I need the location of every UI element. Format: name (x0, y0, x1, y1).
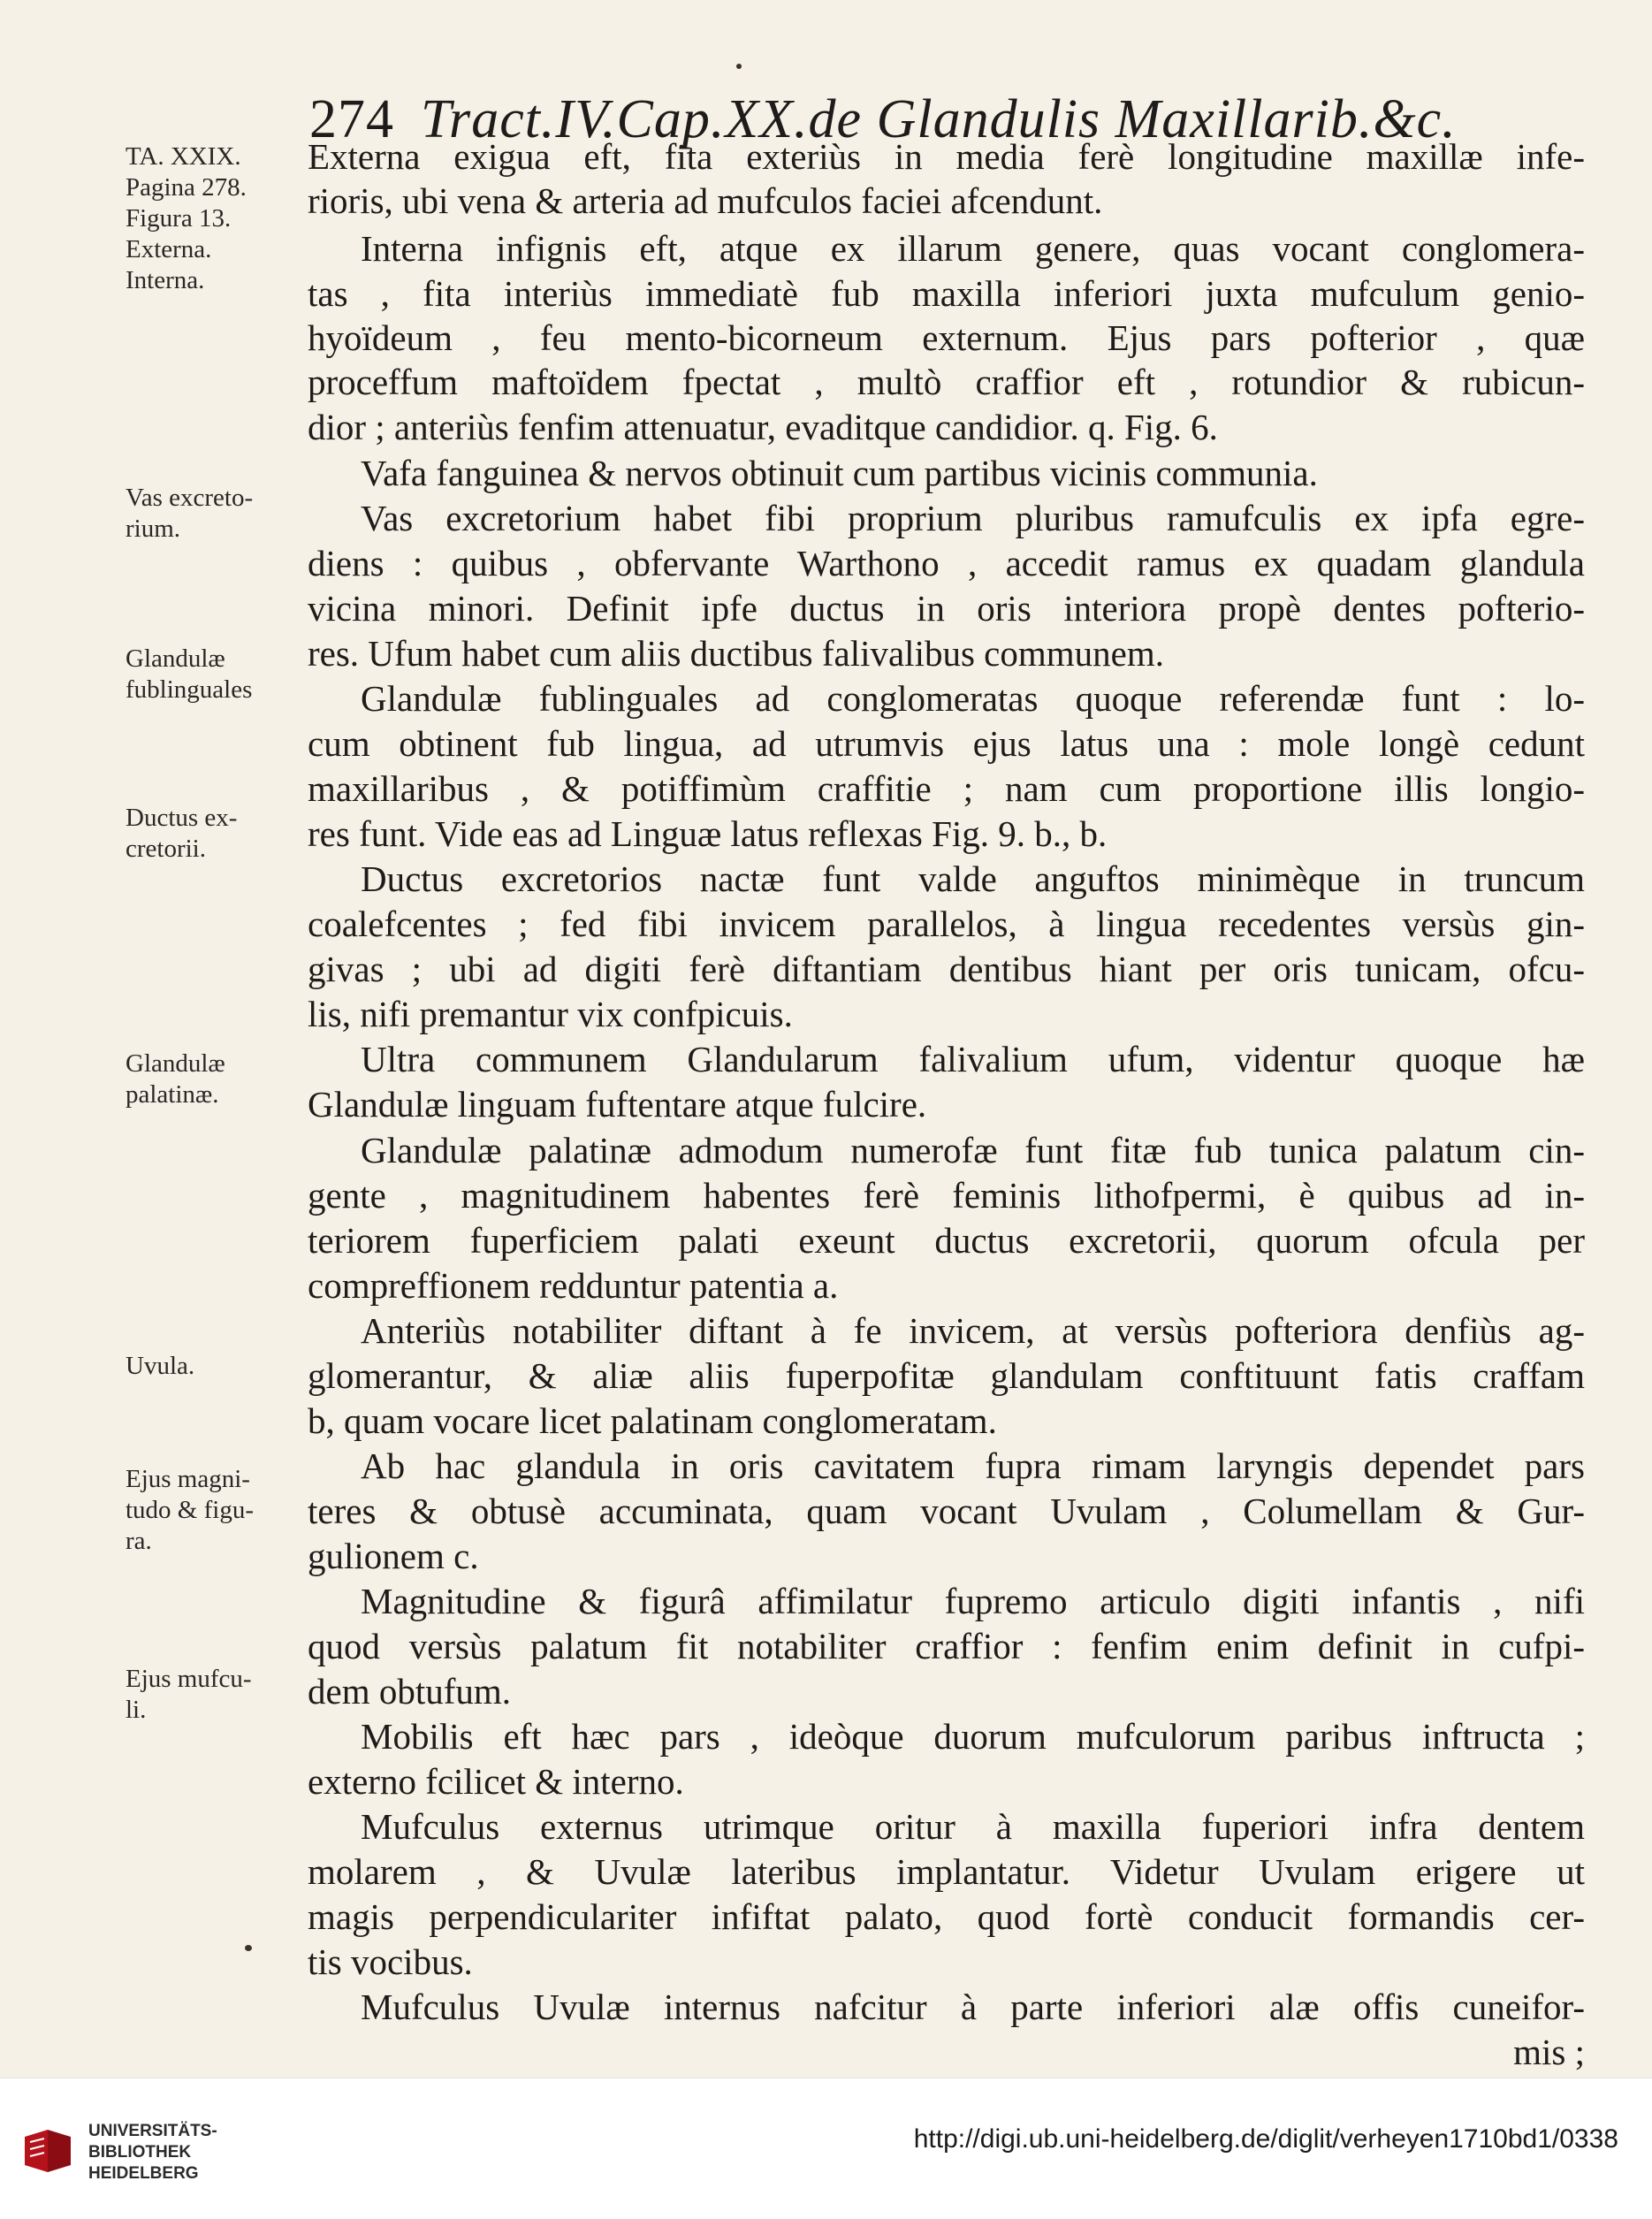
ink-speck (736, 64, 742, 69)
source-url-link[interactable]: http://digi.ub.uni-heidelberg.de/diglit/verheyen1710bd1/0338 (913, 2124, 1618, 2154)
margin-note-line: Ductus ex- (126, 804, 238, 832)
ink-speck (245, 1945, 252, 1951)
body-line: Glandulæ fublinguales ad conglomeratas quoque referendæ funt : lo- (361, 678, 1585, 719)
body-line: Mobilis eft hæc pars , ideòque duorum mufculorum paribus inftructa ; (361, 1716, 1585, 1757)
body-line: tas , fita interiùs immediatè fub maxilla inferiori juxta mufculum genio- (308, 273, 1585, 314)
body-line: gente , magnitudinem habentes ferè feminis lithofpermi, è quibus ad in- (308, 1175, 1585, 1216)
library-name-line: HEIDELBERG (88, 2164, 199, 2183)
margin-note (126, 1351, 316, 1382)
body-line: vicina minori. Definit ipfe ductus in oris interiora propè dentes pofterio- (308, 588, 1585, 629)
body-line: Externa exigua eft, fita exteriùs in media ferè longitudine maxillæ infe- (308, 136, 1585, 177)
body-line: maxillaribus , & potiffimùm craffitie ; nam cum proportione illis longio- (308, 768, 1585, 809)
library-logo-icon (21, 2124, 74, 2177)
body-line: Ultra communem Glandularum falivalium ufum, videntur quoque hæ (361, 1039, 1585, 1079)
body-line: Mufculus externus utrimque oritur à maxilla fuperiori infra dentem (361, 1806, 1585, 1847)
body-line: Magnitudine & figurâ affimilatur fupremo articulo digiti infantis , nifi (361, 1581, 1585, 1621)
margin-note-line: Ejus mufcu- (126, 1665, 252, 1693)
margin-note-line: li. (126, 1696, 147, 1724)
body-line: cum obtinent fub lingua, ad utrumvis ejus latus una : mole longè cedunt (308, 723, 1585, 764)
margin-note (126, 1048, 316, 1110)
body-line: tis vocibus. (308, 1941, 473, 1982)
body-line: Ductus excretorios nactæ funt valde anguftos minimèque in truncum (361, 858, 1585, 899)
body-line: magis perpendiculariter infiftat palato, quod fortè conducit formandis cer- (308, 1896, 1585, 1937)
margin-note-line: rium. (126, 515, 181, 543)
body-line: Glandulæ palatinæ admodum numerofæ funt fitæ fub tunica palatum cin- (361, 1130, 1585, 1171)
body-line: gulionem c. (308, 1536, 479, 1576)
body-line: externo fcilicet & interno. (308, 1761, 684, 1802)
margin-note (126, 141, 316, 296)
body-line: proceffum maftoïdem fpectat , multò craffior eft , rotundior & rubicun- (308, 362, 1585, 402)
margin-note-line: Pagina 278. (126, 173, 247, 202)
body-line: quod versùs palatum fit notabiliter craffior : fenfim enim definit in cufpi- (308, 1626, 1585, 1666)
margin-note (126, 483, 316, 545)
margin-note-line: Vas excreto- (126, 484, 254, 512)
body-line: givas ; ubi ad digiti ferè diftantiam dentibus hiant per oris tunicam, ofcu- (308, 949, 1585, 989)
running-title: Tract.IV.Cap.XX.de Glandulis Maxillarib.&c. (421, 89, 1457, 149)
body-line: res. Ufum habet cum aliis ductibus falivalibus communem. (308, 633, 1164, 674)
margin-note (126, 644, 316, 705)
margin-note-line: cretorii. (126, 835, 206, 863)
library-name-line: BIBLIOTHEK (88, 2143, 192, 2162)
body-line: mis ; (1513, 2032, 1585, 2072)
margin-note-line: Figura 13. (126, 204, 232, 233)
library-name (88, 2121, 354, 2185)
library-footer (0, 2078, 1652, 2219)
body-line: diens : quibus , obfervante Warthono , accedit ramus ex quadam glandula (308, 543, 1585, 583)
body-line: compreffionem redduntur patentia a. (308, 1265, 839, 1306)
margin-note-line: Glandulæ (126, 644, 225, 673)
margin-note-line: Interna. (126, 266, 205, 294)
margin-note (126, 1464, 316, 1557)
margin-note-line: palatinæ. (126, 1080, 219, 1109)
margin-note-line: Externa. (126, 235, 212, 263)
body-line: Interna infignis eft, atque ex illarum genere, quas vocant conglomera- (361, 228, 1585, 269)
body-line: Mufculus Uvulæ internus nafcitur à parte inferiori alæ offis cuneifor- (361, 1986, 1585, 2027)
body-line: coalefcentes ; fed fibi invicem parallelos, à lingua recedentes versùs gin- (308, 904, 1585, 944)
body-line: teres & obtusè accuminata, quam vocant Uvulam , Columellam & Gur- (308, 1491, 1585, 1531)
margin-note-line: tudo & figu- (126, 1496, 254, 1524)
body-line: dem obtufum. (308, 1671, 512, 1712)
body-line: Vafa fanguinea & nervos obtinuit cum partibus vicinis communia. (361, 453, 1318, 493)
margin-note-line: Glandulæ (126, 1049, 225, 1078)
body-line: rioris, ubi vena & arteria ad mufculos faciei afcendunt. (308, 180, 1103, 221)
body-line: dior ; anteriùs fenfim attenuatur, evaditque candidior. q. Fig. 6. (308, 407, 1218, 447)
body-line: Anteriùs notabiliter diftant à fe invicem, at versùs pofteriora denfiùs ag- (361, 1310, 1585, 1351)
margin-note-line: ra. (126, 1527, 152, 1555)
margin-note-line: fublinguales (126, 675, 253, 704)
body-line: Glandulæ linguam fuftentare atque fulcire. (308, 1084, 927, 1125)
margin-note-line: Uvula. (126, 1352, 195, 1380)
body-line: b, quam vocare licet palatinam conglomeratam. (308, 1400, 997, 1441)
library-name-line: UNIVERSITÄTS- (88, 2122, 217, 2140)
body-line: lis, nifi premantur vix confpicuis. (308, 994, 793, 1034)
body-line: hyoïdeum , feu mento-bicorneum externum. Ejus pars pofterior , quæ (308, 317, 1585, 358)
body-line: Ab hac glandula in oris cavitatem fupra rimam laryngis dependet pars (361, 1445, 1585, 1486)
body-line: res funt. Vide eas ad Linguæ latus reflexas Fig. 9. b., b. (308, 813, 1108, 854)
margin-note-line: Ejus magni- (126, 1465, 250, 1493)
body-line: teriorem fuperficiem palati exeunt ductus excretorii, quorum ofcula per (308, 1220, 1585, 1261)
page-number: 274 (309, 89, 394, 149)
margin-note (126, 1664, 316, 1726)
body-line: molarem , & Uvulæ lateribus implantatur. Videtur Uvulam erigere ut (308, 1851, 1585, 1892)
margin-note-line: TA. XXIX. (126, 142, 241, 171)
body-line: glomerantur, & aliæ aliis fuperpofitæ glandulam conftituunt fatis craffam (308, 1355, 1585, 1396)
margin-note (126, 803, 316, 865)
body-line: Vas excretorium habet fibi proprium pluribus ramufculis ex ipfa egre- (361, 498, 1585, 538)
